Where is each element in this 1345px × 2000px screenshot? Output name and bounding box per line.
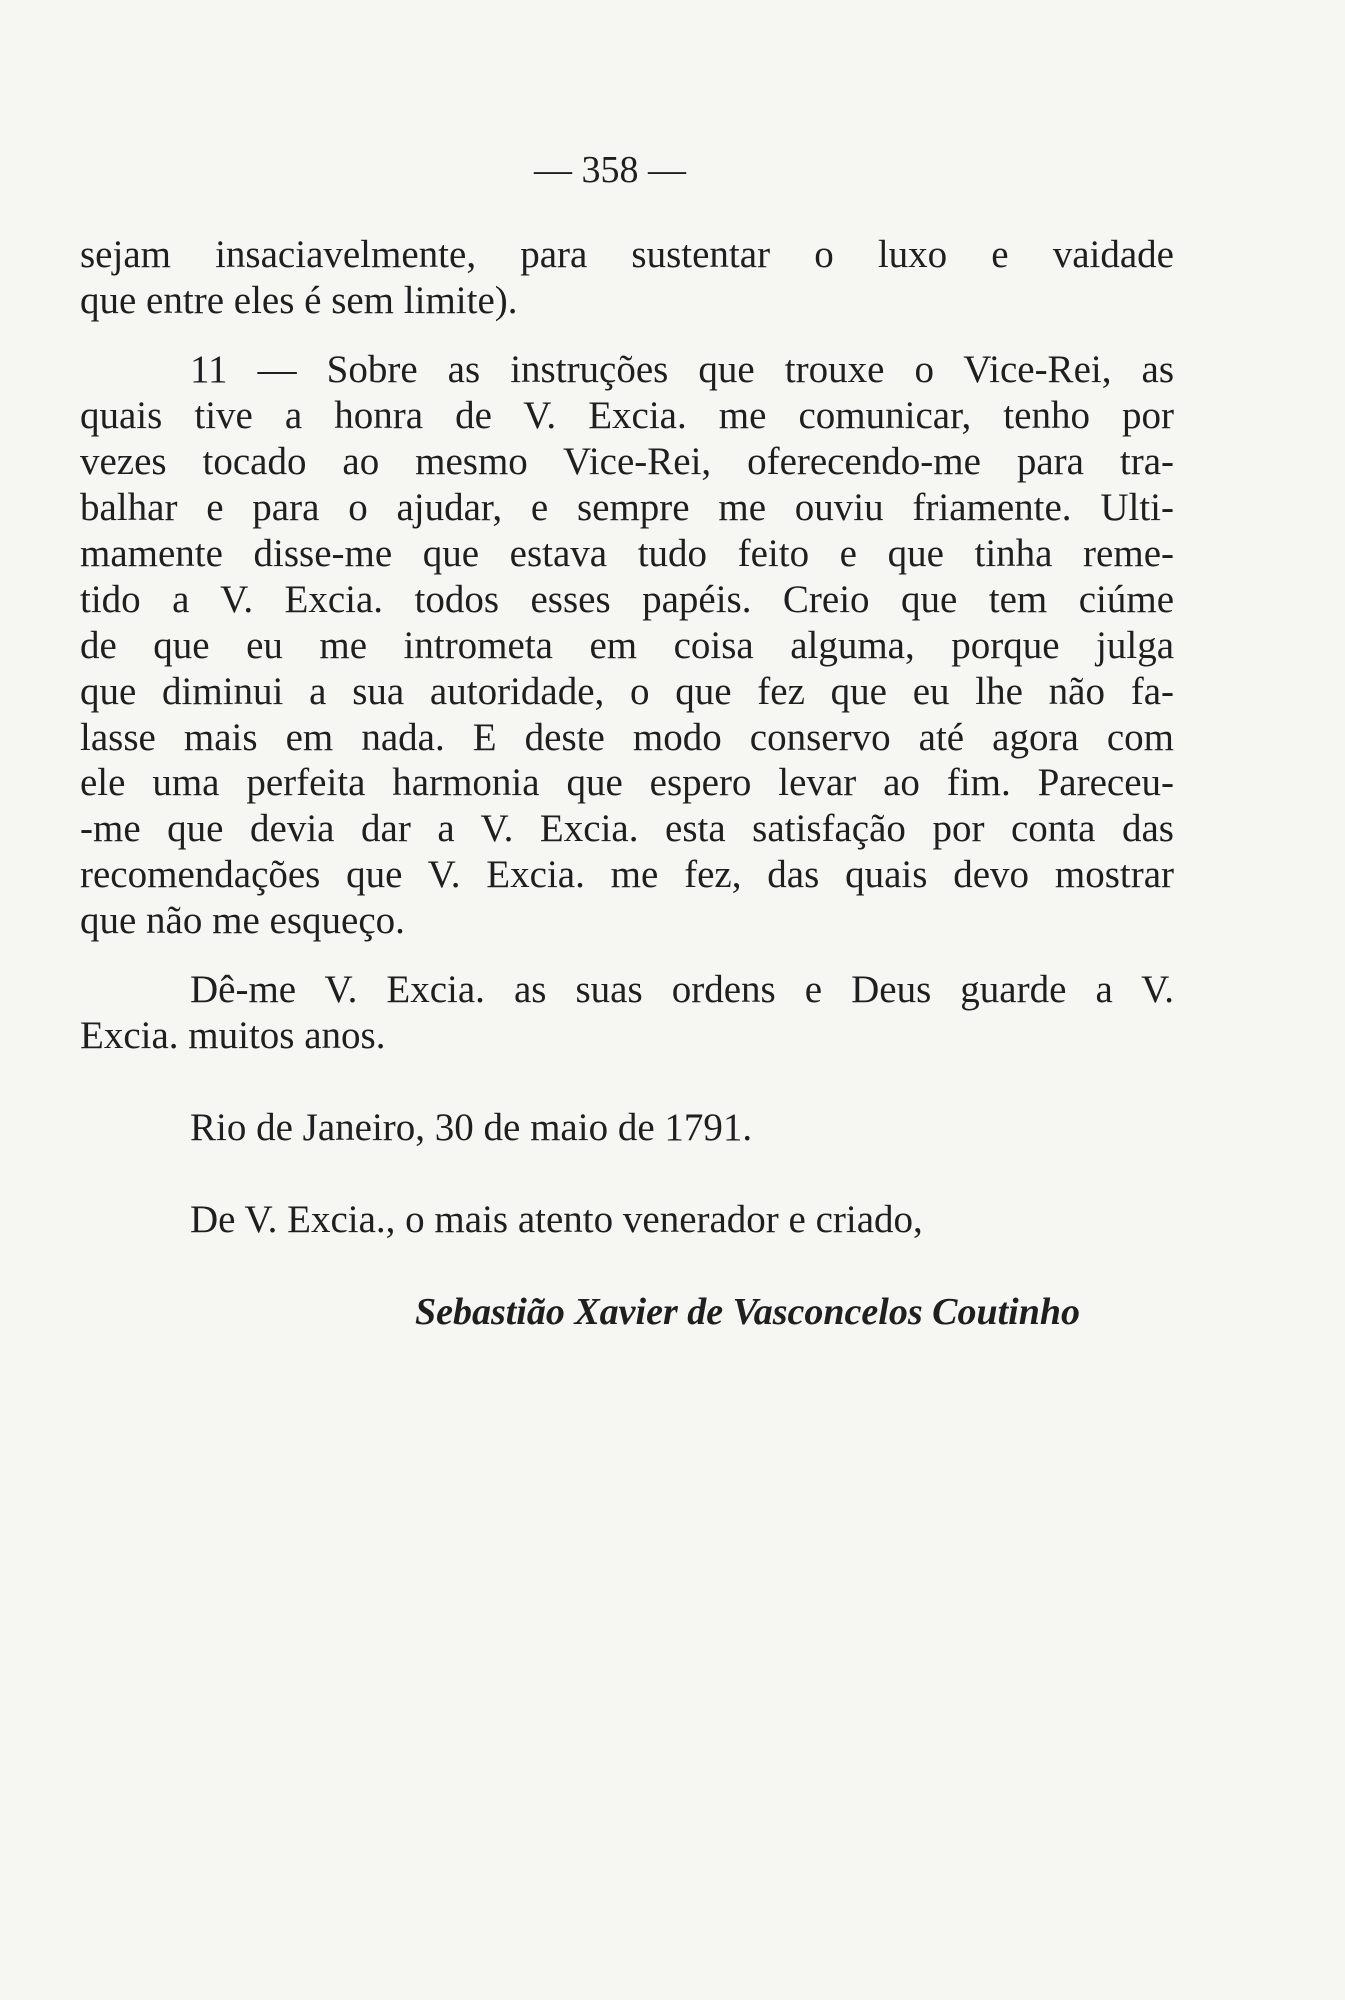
text-line: Excia. muitos anos. [80,1014,386,1057]
place-date: Rio de Janeiro, 30 de maio de 1791. [190,1106,753,1149]
text-line: balhar e para o ajudar, e sempre me ouviu friamente. Ulti- [80,486,1174,529]
text-line: Dê-me V. Excia. as suas ordens e Deus guarde a V. [190,968,1174,1011]
salutation: De V. Excia., o mais atento venerador e criado, [190,1198,923,1241]
page-number: — 358 — [534,149,686,191]
text-line: quais tive a honra de V. Excia. me comunicar, tenho por [80,394,1174,437]
text-line: lasse mais em nada. E deste modo conservo até agora com [80,716,1174,759]
text-line: que diminui a sua autoridade, o que fez que eu lhe não fa- [80,670,1174,713]
text-line: que não me esqueço. [80,899,405,942]
text-line: 11 — Sobre as instruções que trouxe o Vice-Rei, as [190,348,1174,391]
text-line: recomendações que V. Excia. me fez, das quais devo mostrar [80,853,1174,896]
signature: Sebastião Xavier de Vasconcelos Coutinho [414,1291,1080,1333]
text-line: ele uma perfeita harmonia que espero levar ao fim. Pareceu- [80,761,1174,804]
text-line: sejam insaciavelmente, para sustentar o luxo e vaidade [80,233,1174,276]
text-line: que entre eles é sem limite). [80,279,518,322]
text-line: de que eu me intrometa em coisa alguma, porque julga [80,624,1174,667]
text-line: -me que devia dar a V. Excia. esta satisfação por conta das [80,807,1174,850]
text-line: vezes tocado ao mesmo Vice-Rei, oferecendo-me para tra- [80,440,1174,483]
text-line: mamente disse-me que estava tudo feito e que tinha reme- [80,532,1174,575]
text-line: tido a V. Excia. todos esses papéis. Creio que tem ciúme [80,578,1174,621]
